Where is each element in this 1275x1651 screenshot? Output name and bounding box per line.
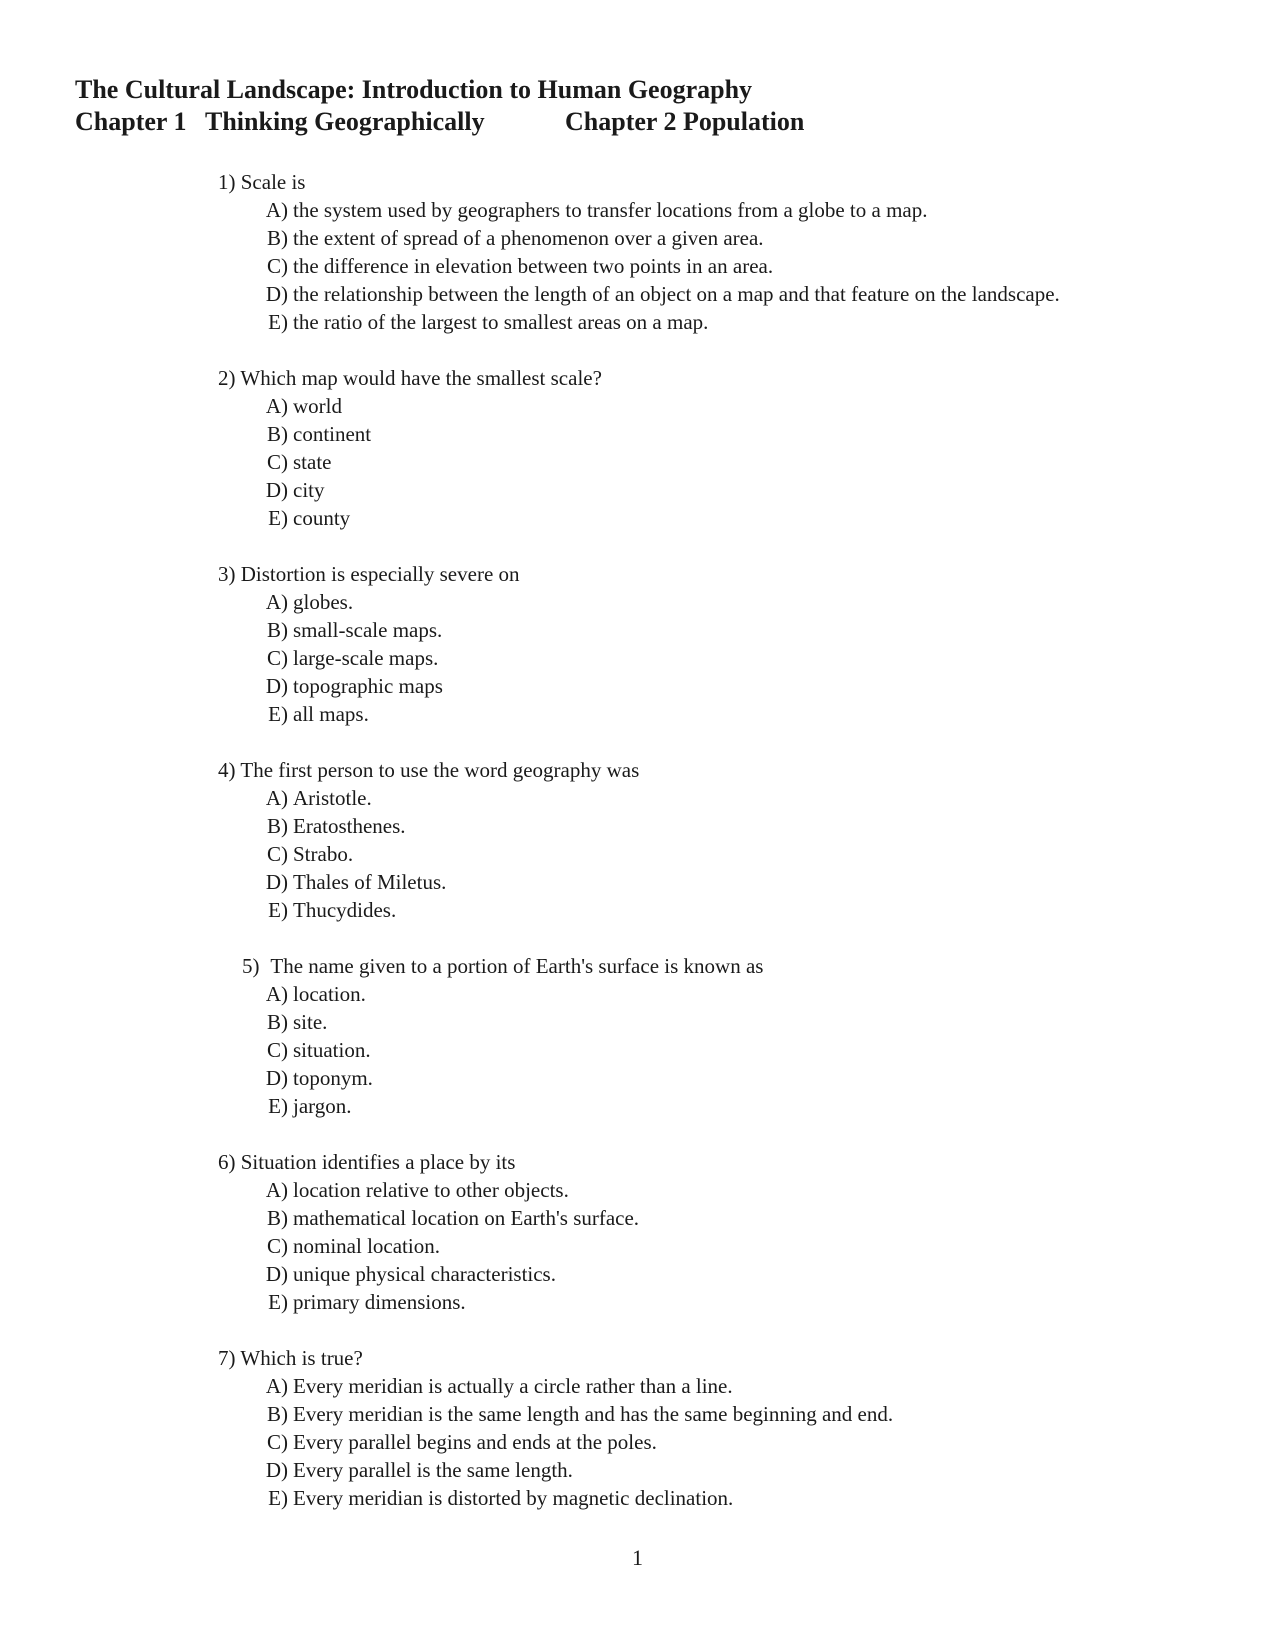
question-stem	[0, 756, 1275, 784]
choice-letter: B)	[267, 814, 288, 838]
choice-text: location.	[293, 982, 366, 1006]
choice-text: the difference in elevation between two points in an area.	[293, 254, 774, 278]
choice-letter: B)	[267, 1206, 288, 1230]
choice-letter: C)	[267, 646, 288, 670]
answer-choice	[0, 1204, 1275, 1232]
choice-letter: A)	[265, 198, 288, 222]
choice-letter: A)	[265, 1374, 288, 1398]
question-stem	[0, 560, 1275, 588]
answer-choice	[0, 392, 1275, 420]
choice-text: Every meridian is the same length and has the same beginning and end.	[293, 1402, 894, 1426]
choice-letter: E)	[268, 1094, 288, 1118]
choice-letter: E)	[268, 506, 288, 530]
answer-choice	[0, 196, 1275, 224]
answer-choice	[0, 1372, 1275, 1400]
question-stem	[0, 168, 1275, 196]
answer-choice	[0, 1036, 1275, 1064]
page-number: 1	[632, 1545, 643, 1570]
choice-text: Strabo.	[293, 842, 354, 866]
question-number: 2)	[218, 366, 236, 390]
choice-letter: D)	[265, 674, 288, 698]
choice-letter: A)	[265, 1178, 288, 1202]
answer-choice	[0, 1260, 1275, 1288]
answer-choice	[0, 1484, 1275, 1512]
choice-letter: B)	[267, 226, 288, 250]
answer-choice	[0, 784, 1275, 812]
question-number: 6)	[218, 1150, 236, 1174]
choice-text: Every parallel is the same length.	[293, 1458, 573, 1482]
question-item	[0, 168, 1275, 336]
choice-text: Aristotle.	[293, 786, 372, 810]
question-item	[0, 756, 1275, 924]
choice-letter: B)	[267, 618, 288, 642]
choice-letter: D)	[265, 1262, 288, 1286]
choice-letter: C)	[267, 1430, 288, 1454]
choice-text: Eratosthenes.	[293, 814, 406, 838]
question-number: 3)	[218, 562, 236, 586]
answer-choice	[0, 1428, 1275, 1456]
choice-letter: B)	[267, 1010, 288, 1034]
choice-text: county	[293, 506, 351, 530]
choice-letter: D)	[265, 478, 288, 502]
answer-choice	[0, 812, 1275, 840]
answer-choice	[0, 308, 1275, 336]
choice-text: all maps.	[293, 702, 369, 726]
choice-letter: E)	[268, 702, 288, 726]
answer-choice	[0, 672, 1275, 700]
question-item	[0, 560, 1275, 728]
answer-choice	[0, 840, 1275, 868]
choice-letter: A)	[265, 786, 288, 810]
choice-text: the system used by geographers to transfer locations from a globe to a map.	[293, 198, 928, 222]
question-item	[0, 1148, 1275, 1316]
choice-letter: D)	[265, 282, 288, 306]
choice-text: location relative to other objects.	[293, 1178, 569, 1202]
choice-text: topographic maps	[293, 674, 443, 698]
choice-letter: E)	[268, 310, 288, 334]
choice-text: globes.	[293, 590, 354, 614]
chapter1-title: Thinking Geographically	[205, 107, 485, 136]
choice-letter: D)	[265, 1066, 288, 1090]
answer-choice	[0, 1456, 1275, 1484]
answer-choice	[0, 644, 1275, 672]
choice-text: Every parallel begins and ends at the poles.	[293, 1430, 657, 1454]
question-number: 1)	[218, 170, 236, 194]
choice-letter: A)	[265, 590, 288, 614]
question-text: Which is true?	[240, 1346, 363, 1370]
answer-choice	[0, 1288, 1275, 1316]
choice-letter: A)	[265, 982, 288, 1006]
choice-letter: C)	[267, 1038, 288, 1062]
answer-choice	[0, 896, 1275, 924]
choice-text: mathematical location on Earth's surface.	[293, 1206, 640, 1230]
answer-choice	[0, 1092, 1275, 1120]
question-number: 7)	[218, 1346, 236, 1370]
choice-text: small-scale maps.	[293, 618, 443, 642]
answer-choice	[0, 1400, 1275, 1428]
choice-letter: D)	[265, 1458, 288, 1482]
choice-letter: E)	[268, 1486, 288, 1510]
question-stem	[0, 1344, 1275, 1372]
answer-choice	[0, 420, 1275, 448]
question-stem	[0, 952, 1275, 980]
choice-text: situation.	[293, 1038, 371, 1062]
chapter-line	[75, 106, 804, 138]
choice-text: Every meridian is distorted by magnetic declination.	[293, 1486, 734, 1510]
choice-letter: C)	[267, 842, 288, 866]
choice-text: state	[293, 450, 332, 474]
document-title: The Cultural Landscape: Introduction to Human Geography	[75, 75, 753, 104]
choice-text: jargon.	[293, 1094, 352, 1118]
answer-choice	[0, 700, 1275, 728]
choice-letter: A)	[265, 394, 288, 418]
answer-choice	[0, 616, 1275, 644]
answer-choice	[0, 280, 1275, 308]
document-header	[75, 74, 804, 138]
choice-text: the ratio of the largest to smallest areas on a map.	[293, 310, 709, 334]
choice-text: Every meridian is actually a circle rather than a line.	[293, 1374, 733, 1398]
choice-text: large-scale maps.	[293, 646, 439, 670]
question-item	[0, 952, 1275, 1120]
choice-letter: C)	[267, 450, 288, 474]
choice-text: Thucydides.	[293, 898, 397, 922]
choice-text: unique physical characteristics.	[293, 1262, 556, 1286]
choice-text: nominal location.	[293, 1234, 440, 1258]
choice-text: primary dimensions.	[293, 1290, 466, 1314]
answer-choice	[0, 252, 1275, 280]
choice-letter: B)	[267, 1402, 288, 1426]
answer-choice	[0, 1176, 1275, 1204]
choice-text: city	[293, 478, 325, 502]
question-text: Scale is	[240, 170, 306, 194]
choice-text: site.	[293, 1010, 328, 1034]
question-text: Distortion is especially severe on	[240, 562, 520, 586]
answer-choice	[0, 448, 1275, 476]
question-text: Which map would have the smallest scale?	[240, 366, 602, 390]
answer-choice	[0, 224, 1275, 252]
chapter1-number: Chapter 1	[75, 107, 187, 136]
answer-choice	[0, 588, 1275, 616]
choice-letter: C)	[267, 1234, 288, 1258]
chapter2-title: Chapter 2 Population	[565, 107, 805, 136]
question-item	[0, 364, 1275, 532]
choice-letter: C)	[267, 254, 288, 278]
answer-choice	[0, 980, 1275, 1008]
choice-letter: E)	[268, 1290, 288, 1314]
choice-text: toponym.	[293, 1066, 373, 1090]
question-text: The first person to use the word geography was	[240, 758, 640, 782]
choice-text: world	[293, 394, 342, 418]
question-stem	[0, 364, 1275, 392]
question-text: The name given to a portion of Earth's surface is known as	[270, 954, 764, 978]
answer-choice	[0, 1064, 1275, 1092]
choice-text: the extent of spread of a phenomenon over a given area.	[293, 226, 764, 250]
choice-letter: D)	[265, 870, 288, 894]
choice-letter: E)	[268, 898, 288, 922]
choice-text: Thales of Miletus.	[293, 870, 447, 894]
question-item	[0, 1344, 1275, 1512]
choice-letter: B)	[267, 422, 288, 446]
question-list	[0, 168, 1275, 1540]
answer-choice	[0, 1008, 1275, 1036]
answer-choice	[0, 1232, 1275, 1260]
choice-text: the relationship between the length of an object on a map and that feature on the landscape.	[293, 282, 1060, 306]
answer-choice	[0, 504, 1275, 532]
choice-text: continent	[293, 422, 372, 446]
question-stem	[0, 1148, 1275, 1176]
question-number: 4)	[218, 758, 236, 782]
question-text: Situation identifies a place by its	[240, 1150, 516, 1174]
answer-choice	[0, 476, 1275, 504]
answer-choice	[0, 868, 1275, 896]
question-number: 5)	[242, 954, 260, 978]
